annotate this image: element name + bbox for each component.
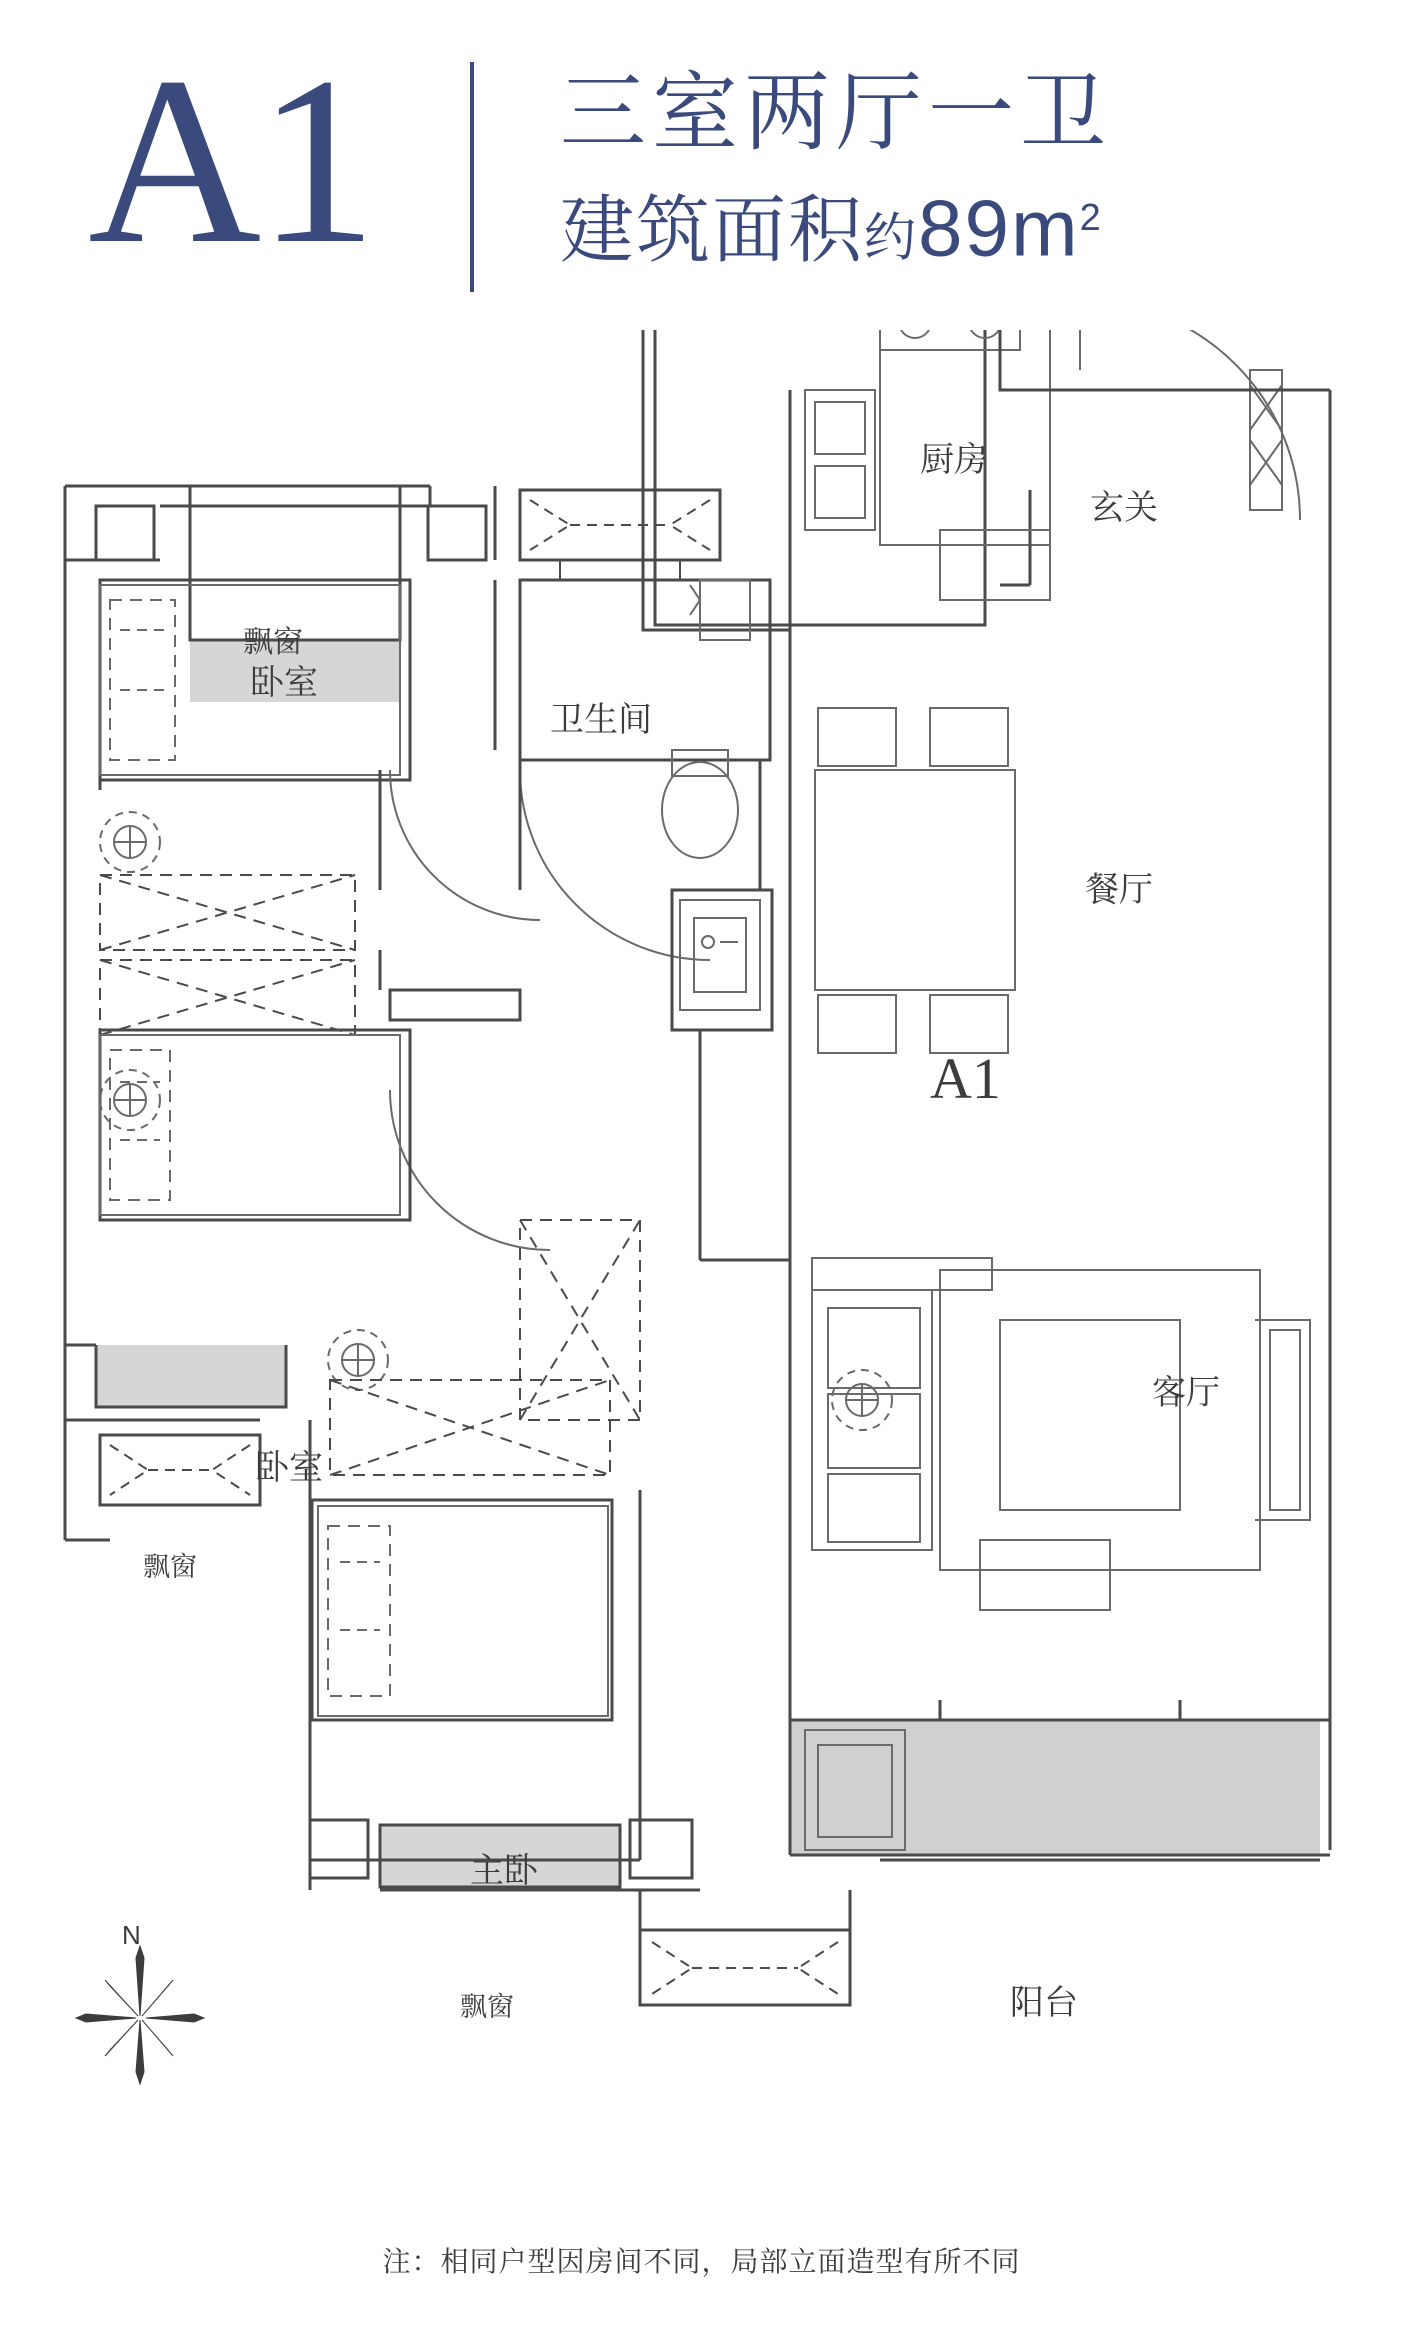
area-prefix-label: 建筑面积 xyxy=(560,188,864,272)
footnote: 注：相同户型因房间不同，局部立面造型有所不同 xyxy=(382,2246,1021,2277)
floorplan-drawing xyxy=(0,330,1403,2230)
room-label-bay-window-top: 飘窗 xyxy=(243,626,303,659)
layout-summary: 三室两厅一卫 xyxy=(560,65,1112,161)
room-label-bedroom3: 卧室 xyxy=(255,1449,323,1487)
header-text-group xyxy=(560,58,1360,289)
room-label-entry: 玄关 xyxy=(1090,489,1158,527)
bay-window-left-fill xyxy=(96,1345,286,1407)
room-label-bay-window-left: 飘窗 xyxy=(143,1552,197,1582)
area-unit-sup: 2 xyxy=(1079,197,1103,239)
room-label-living: 客厅 xyxy=(1152,1374,1220,1412)
plan-center-mark: A1 xyxy=(930,1046,1001,1111)
compass-north-label: N xyxy=(122,1920,141,1950)
area-value: 89 xyxy=(918,183,1011,273)
balcony-fill xyxy=(790,1720,1320,1855)
page-title: A1 xyxy=(88,27,374,293)
page-header xyxy=(0,27,1403,330)
room-label-master-bedroom: 主卧 xyxy=(470,1852,538,1890)
header-divider xyxy=(470,62,474,292)
area-summary xyxy=(560,168,1360,289)
room-label-bedroom2: 卧室 xyxy=(250,664,318,702)
room-label-kitchen: 厨房 xyxy=(920,441,988,479)
compass xyxy=(60,1920,220,2100)
room-label-balcony: 阳台 xyxy=(1010,1984,1078,2022)
room-label-bay-window-bottom: 飘窗 xyxy=(460,1992,514,2022)
area-unit: m xyxy=(1011,183,1080,273)
area-approx-label: 约 xyxy=(864,209,919,268)
room-label-bathroom: 卫生间 xyxy=(550,701,652,739)
room-label-dining: 餐厅 xyxy=(1085,871,1153,909)
